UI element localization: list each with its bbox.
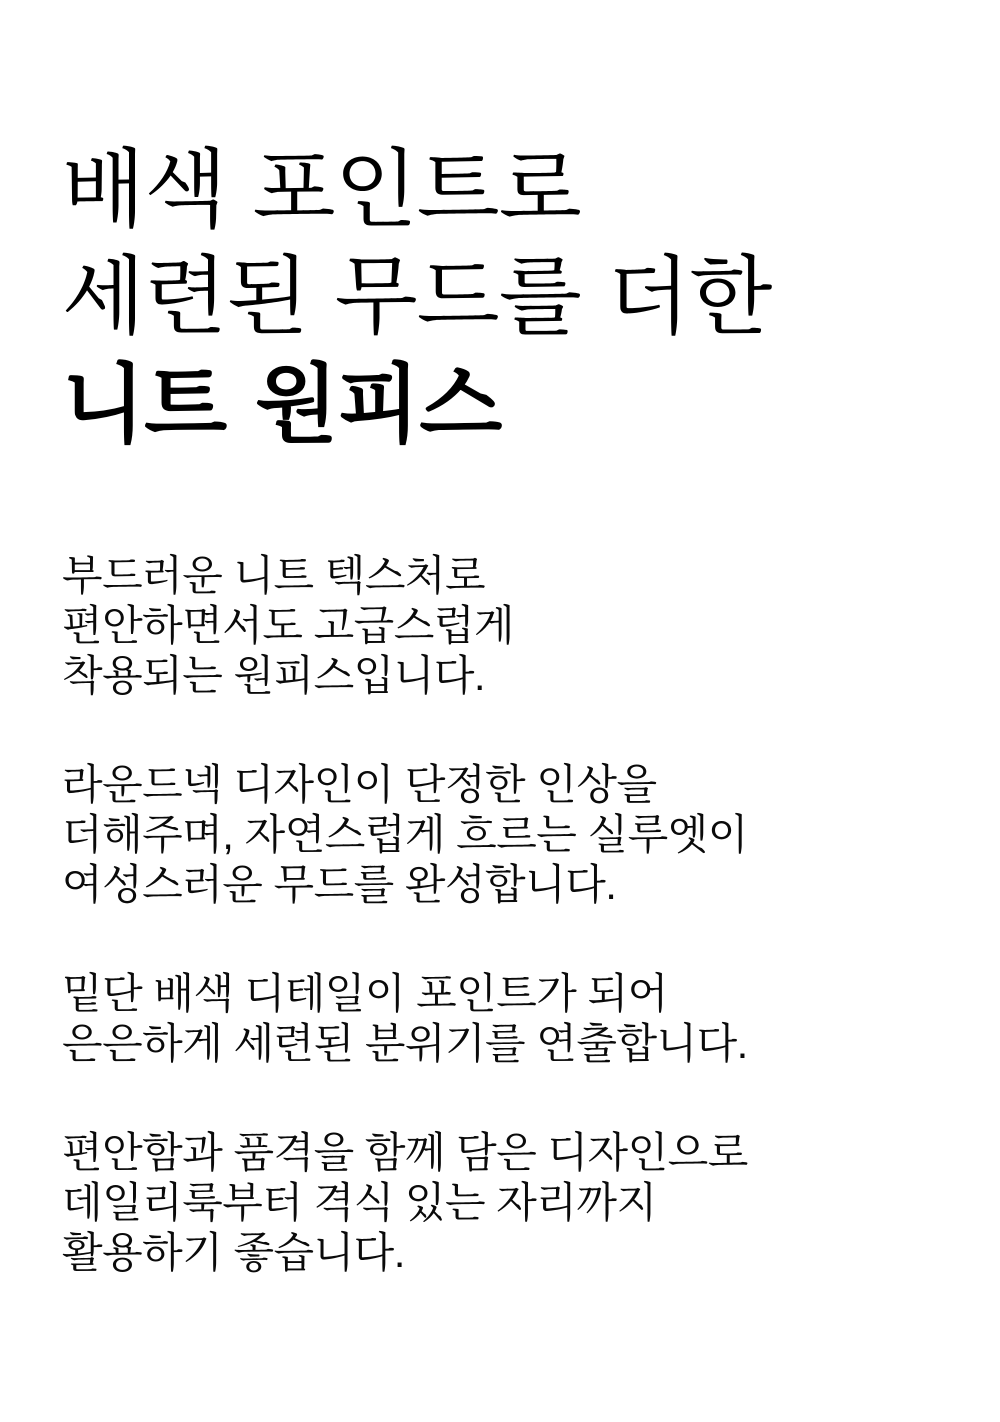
description-line: 여성스러운 무드를 완성합니다. [62, 861, 617, 908]
description-line: 라운드넥 디자인이 단정한 인상을 [62, 761, 657, 808]
description-line: 데일리룩부터 격식 있는 자리까지 [62, 1179, 657, 1226]
description-line: 더해주며, 자연스럽게 흐르는 실루엣이 [62, 811, 748, 858]
headline-line-2: 세련된 무드를 더한 [62, 247, 772, 347]
product-headline [62, 137, 960, 458]
description-line: 부드러운 니트 텍스처로 [62, 552, 486, 599]
description-line: 활용하기 좋습니다. [62, 1229, 405, 1276]
description-paragraph-texture [62, 551, 960, 701]
description-line: 편안함과 품격을 함께 담은 디자인으로 [62, 1129, 748, 1176]
description-paragraph-hem-detail [62, 969, 960, 1069]
description-line: 밑단 배색 디테일이 포인트가 되어 [62, 970, 668, 1017]
description-line: 착용되는 원피스입니다. [62, 652, 486, 699]
headline-line-1: 배색 포인트로 [62, 140, 581, 240]
headline-line-3-product-name: 니트 원피스 [62, 354, 502, 455]
description-paragraph-neckline [62, 760, 960, 910]
description-paragraph-usage [62, 1128, 960, 1278]
description-line: 편안하면서도 고급스럽게 [62, 602, 514, 649]
description-line: 은은하게 세련된 분위기를 연출합니다. [62, 1020, 748, 1067]
